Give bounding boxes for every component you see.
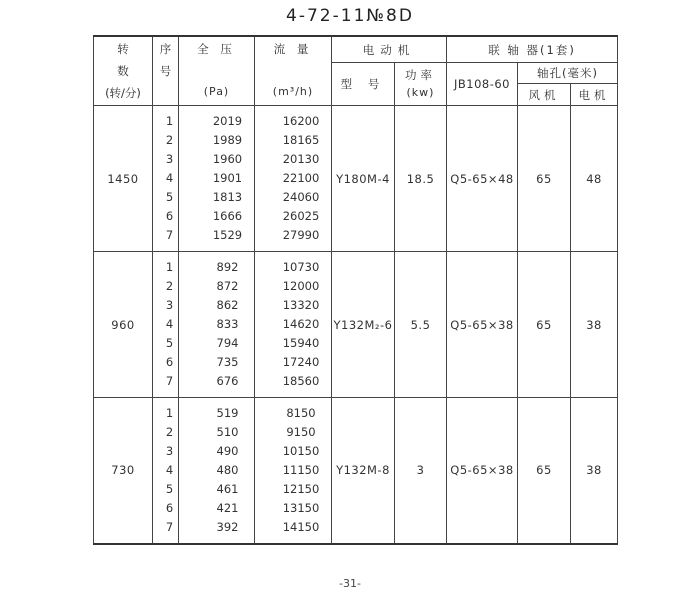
seq-value: 4 — [165, 462, 174, 477]
pressure-column — [179, 106, 255, 252]
seq-value: 1 — [165, 260, 174, 274]
seq-value: 2 — [165, 279, 174, 293]
flow-value: 10730 — [282, 260, 320, 274]
motor-model-value: Y132M₂-6 — [332, 252, 395, 398]
seq-value: 3 — [165, 443, 174, 458]
flow-value: 8150 — [286, 405, 316, 420]
pressure-value: 421 — [216, 500, 239, 515]
header-seq-line-2: 号 — [159, 64, 172, 78]
seq-value: 7 — [165, 374, 174, 388]
seq-value: 4 — [165, 171, 174, 185]
header-motor-model: 型 号 — [332, 63, 395, 106]
seq-value: 3 — [165, 298, 174, 312]
flow-value: 12000 — [282, 279, 320, 293]
seq-value: 2 — [165, 424, 174, 439]
seq-value: 6 — [165, 355, 174, 369]
speed-value: 730 — [94, 398, 153, 544]
pressure-value: 1813 — [212, 190, 243, 204]
header-pressure — [179, 36, 255, 106]
pressure-value: 794 — [216, 336, 239, 350]
header-flow-unit: (m³/h) — [272, 85, 314, 98]
header-motor-power-label: 功率 — [405, 68, 436, 82]
pressure-value: 676 — [216, 374, 239, 388]
flow-value: 13320 — [282, 298, 320, 312]
pressure-value: 1901 — [212, 171, 243, 185]
seq-value: 5 — [165, 336, 174, 350]
seq-column — [153, 252, 179, 398]
speed-value: 1450 — [94, 106, 153, 252]
motor-power-value: 3 — [395, 398, 447, 544]
seq-value: 1 — [165, 114, 174, 128]
flow-column — [255, 398, 332, 544]
header-speed-line-2: 数 — [117, 64, 129, 78]
pressure-value: 872 — [216, 279, 239, 293]
speed-group-row — [94, 398, 618, 544]
pressure-value: 1529 — [212, 228, 243, 242]
flow-column — [255, 106, 332, 252]
flow-value: 26025 — [282, 209, 320, 223]
header-seq-line-1: 序 — [159, 42, 172, 56]
header-row-1 — [94, 36, 618, 63]
header-motor-power — [395, 63, 447, 106]
pressure-value: 1989 — [212, 133, 243, 147]
seq-value: 5 — [165, 190, 174, 204]
pressure-value: 892 — [216, 260, 239, 274]
coupling-value: Q5-65×48 — [447, 106, 518, 252]
header-speed-line-1: 转 — [117, 42, 129, 56]
speed-group-row — [94, 106, 618, 252]
header-seq — [153, 36, 179, 106]
flow-value: 14620 — [282, 317, 320, 331]
seq-value: 1 — [165, 405, 174, 420]
header-coupling: 联 轴 器(1套) — [447, 36, 618, 63]
pressure-value: 1666 — [212, 209, 243, 223]
fan-hole-value: 65 — [518, 252, 571, 398]
header-flow-label: 流 量 — [273, 42, 313, 56]
flow-value: 18165 — [282, 133, 320, 147]
seq-value: 7 — [165, 519, 174, 534]
motor-model-value: Y132M-8 — [332, 398, 395, 544]
pressure-value: 2019 — [212, 114, 243, 128]
flow-value: 24060 — [282, 190, 320, 204]
flow-value: 16200 — [282, 114, 320, 128]
flow-value: 9150 — [286, 424, 316, 439]
motor-hole-value: 48 — [571, 106, 618, 252]
seq-value: 2 — [165, 133, 174, 147]
motor-hole-value: 38 — [571, 252, 618, 398]
pressure-value: 461 — [216, 481, 239, 496]
coupling-value: Q5-65×38 — [447, 252, 518, 398]
seq-column — [153, 398, 179, 544]
motor-power-value: 18.5 — [395, 106, 447, 252]
coupling-value: Q5-65×38 — [447, 398, 518, 544]
pressure-value: 833 — [216, 317, 239, 331]
header-pressure-unit: (Pa) — [203, 85, 230, 98]
fan-spec-table — [93, 35, 618, 545]
flow-value: 18560 — [282, 374, 320, 388]
flow-value: 17240 — [282, 355, 320, 369]
flow-value: 11150 — [282, 462, 320, 477]
flow-value: 27990 — [282, 228, 320, 242]
header-motor: 电动机 — [332, 36, 447, 63]
fan-hole-value: 65 — [518, 106, 571, 252]
header-coupling-standard: JB108-60 — [447, 63, 518, 106]
seq-value: 6 — [165, 500, 174, 515]
seq-value: 4 — [165, 317, 174, 331]
pressure-value: 1960 — [212, 152, 243, 166]
pressure-value: 510 — [216, 424, 239, 439]
header-motor-hole: 电机 — [571, 84, 618, 106]
page-title: 4-72-11№8D — [286, 6, 414, 26]
pressure-value: 392 — [216, 519, 239, 534]
pressure-value: 480 — [216, 462, 239, 477]
seq-value: 6 — [165, 209, 174, 223]
seq-column — [153, 106, 179, 252]
pressure-column — [179, 252, 255, 398]
header-speed — [94, 36, 153, 106]
header-speed-line-3: (转/分) — [105, 86, 141, 100]
pressure-value: 519 — [216, 405, 239, 420]
speed-value: 960 — [94, 252, 153, 398]
flow-column — [255, 252, 332, 398]
motor-power-value: 5.5 — [395, 252, 447, 398]
seq-value: 5 — [165, 481, 174, 496]
pressure-column — [179, 398, 255, 544]
flow-value: 20130 — [282, 152, 320, 166]
flow-value: 13150 — [282, 500, 320, 515]
motor-hole-value: 38 — [571, 398, 618, 544]
speed-group-row — [94, 252, 618, 398]
page-number: -31- — [339, 577, 361, 590]
header-flow — [255, 36, 332, 106]
pressure-value: 490 — [216, 443, 239, 458]
flow-value: 12150 — [282, 481, 320, 496]
flow-value: 10150 — [282, 443, 320, 458]
fan-hole-value: 65 — [518, 398, 571, 544]
pressure-value: 862 — [216, 298, 239, 312]
header-pressure-label: 全 压 — [197, 42, 236, 56]
flow-value: 22100 — [282, 171, 320, 185]
flow-value: 15940 — [282, 336, 320, 350]
seq-value: 7 — [165, 228, 174, 242]
seq-value: 3 — [165, 152, 174, 166]
flow-value: 14150 — [282, 519, 320, 534]
header-fan-hole: 风机 — [518, 84, 571, 106]
pressure-value: 735 — [216, 355, 239, 369]
header-shaft-hole: 轴孔(毫米) — [518, 63, 618, 84]
header-motor-power-unit: (kw) — [406, 86, 435, 99]
motor-model-value: Y180M-4 — [332, 106, 395, 252]
